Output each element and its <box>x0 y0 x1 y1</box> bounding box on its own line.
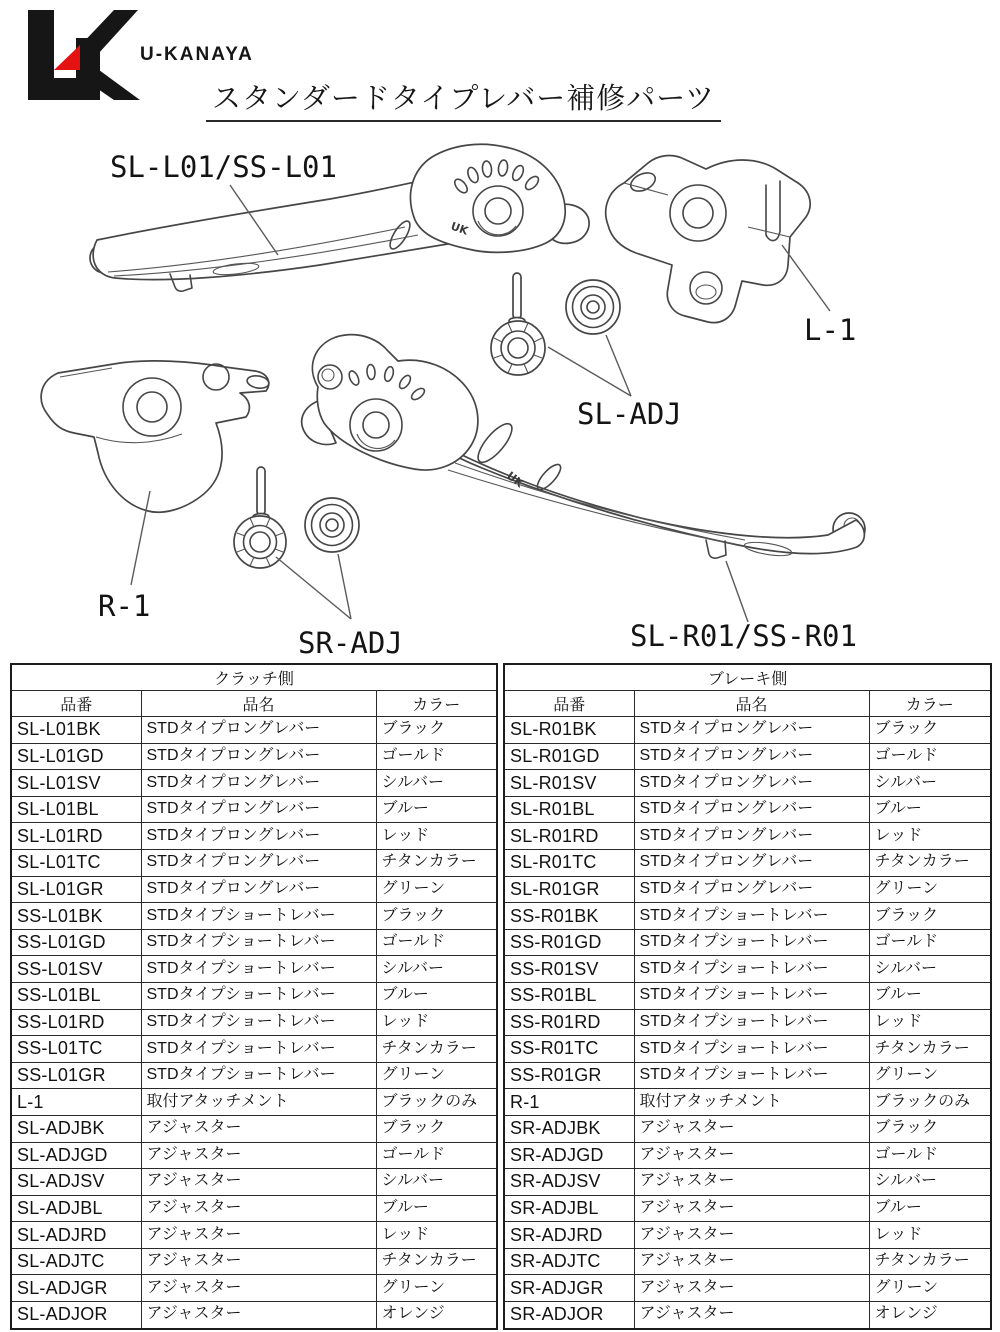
part-name-cell: STDタイプショートレバー <box>141 1036 376 1063</box>
part-number-cell: L-1 <box>11 1089 141 1116</box>
part-name-cell: STDタイプロングレバー <box>634 770 869 797</box>
part-name-cell: STDタイプショートレバー <box>141 956 376 983</box>
color-cell: ブラック <box>869 717 991 744</box>
color-cell: ゴールド <box>869 1142 991 1169</box>
color-cell: ブルー <box>376 982 497 1009</box>
color-cell: チタンカラー <box>869 849 991 876</box>
table-row <box>504 1062 991 1089</box>
table-row <box>504 956 991 983</box>
label-right-adjuster: SR-ADJ <box>298 626 403 660</box>
part-number-cell: SL-ADJGD <box>11 1142 141 1169</box>
part-number-cell: SL-R01BK <box>504 717 634 744</box>
color-cell: シルバー <box>869 770 991 797</box>
color-cell: グリーン <box>376 1275 497 1302</box>
color-cell: ブラック <box>869 1115 991 1142</box>
table-row <box>504 1222 991 1249</box>
part-number-cell: SS-R01BL <box>504 982 634 1009</box>
part-number-cell: SL-ADJTC <box>11 1248 141 1275</box>
color-cell: ブラックのみ <box>869 1089 991 1116</box>
color-cell: チタンカラー <box>376 849 497 876</box>
table-row <box>11 1142 497 1169</box>
u-kanaya-logo-icon <box>22 8 147 104</box>
part-number-cell: SR-ADJRD <box>504 1222 634 1249</box>
color-cell: ブルー <box>869 982 991 1009</box>
part-number-cell: SL-L01SV <box>11 770 141 797</box>
table-row <box>504 770 991 797</box>
table-row <box>11 1169 497 1196</box>
col-header-part-number: 品番 <box>504 691 634 717</box>
part-number-cell: SS-R01BK <box>504 903 634 930</box>
label-left-bracket: L-1 <box>804 313 857 347</box>
part-number-cell: SL-L01RD <box>11 823 141 850</box>
part-name-cell: 取付アタッチメント <box>634 1089 869 1116</box>
part-name-cell: STDタイプショートレバー <box>141 1062 376 1089</box>
col-header-part-number: 品番 <box>11 691 141 717</box>
part-number-cell: SL-ADJRD <box>11 1222 141 1249</box>
right-adjuster-drawing <box>234 467 359 568</box>
table-row <box>11 1195 497 1222</box>
part-name-cell: STDタイプショートレバー <box>141 929 376 956</box>
part-number-cell: SS-R01TC <box>504 1036 634 1063</box>
table-row <box>504 982 991 1009</box>
part-number-cell: SS-L01SV <box>11 956 141 983</box>
table-row <box>504 1275 991 1302</box>
left-adjuster-drawing <box>491 273 620 375</box>
color-cell: レッド <box>869 1222 991 1249</box>
table-row <box>504 1142 991 1169</box>
part-number-cell: SL-L01BL <box>11 796 141 823</box>
table-title-brake: ブレーキ側 <box>504 664 991 691</box>
color-cell: ブルー <box>376 796 497 823</box>
part-name-cell: アジャスター <box>634 1142 869 1169</box>
part-name-cell: STDタイプロングレバー <box>634 876 869 903</box>
color-cell: チタンカラー <box>869 1248 991 1275</box>
col-header-color: カラー <box>869 691 991 717</box>
col-header-part-name: 品名 <box>141 691 376 717</box>
color-cell: シルバー <box>376 1169 497 1196</box>
page-title: スタンダードタイプレバー補修パーツ <box>206 76 721 122</box>
part-number-cell: SL-L01GD <box>11 743 141 770</box>
color-cell: ゴールド <box>376 929 497 956</box>
table-row <box>11 1248 497 1275</box>
part-name-cell: アジャスター <box>141 1142 376 1169</box>
col-header-part-name: 品名 <box>634 691 869 717</box>
part-number-cell: SL-R01BL <box>504 796 634 823</box>
part-name-cell: STDタイプロングレバー <box>634 796 869 823</box>
table-row <box>11 1222 497 1249</box>
color-cell: グリーン <box>376 1062 497 1089</box>
part-number-cell: SS-R01RD <box>504 1009 634 1036</box>
color-cell: ゴールド <box>869 743 991 770</box>
brake-parts-table <box>503 663 992 1330</box>
part-name-cell: アジャスター <box>634 1222 869 1249</box>
part-number-cell: R-1 <box>504 1089 634 1116</box>
table-row <box>11 1089 497 1116</box>
part-number-cell: SR-ADJTC <box>504 1248 634 1275</box>
part-name-cell: アジャスター <box>634 1302 869 1329</box>
part-number-cell: SR-ADJGR <box>504 1275 634 1302</box>
part-name-cell: STDタイプロングレバー <box>141 743 376 770</box>
table-row <box>504 1248 991 1275</box>
part-name-cell: STDタイプロングレバー <box>634 849 869 876</box>
logo-k-upper-arm <box>76 10 138 54</box>
part-number-cell: SS-L01TC <box>11 1036 141 1063</box>
part-name-cell: STDタイプショートレバー <box>634 903 869 930</box>
part-name-cell: STDタイプロングレバー <box>141 796 376 823</box>
color-cell: オレンジ <box>869 1302 991 1329</box>
part-number-cell: SR-ADJBL <box>504 1195 634 1222</box>
part-name-cell: STDタイプショートレバー <box>634 1036 869 1063</box>
part-number-cell: SL-L01TC <box>11 849 141 876</box>
table-row <box>504 1115 991 1142</box>
table-row <box>504 717 991 744</box>
part-name-cell: STDタイプロングレバー <box>141 876 376 903</box>
table-row <box>504 743 991 770</box>
color-cell: グリーン <box>869 1275 991 1302</box>
color-cell: ブラック <box>376 903 497 930</box>
part-name-cell: アジャスター <box>141 1222 376 1249</box>
color-cell: シルバー <box>869 956 991 983</box>
part-name-cell: STDタイプショートレバー <box>141 1009 376 1036</box>
part-number-cell: SS-L01RD <box>11 1009 141 1036</box>
color-cell: オレンジ <box>376 1302 497 1329</box>
table-row <box>11 929 497 956</box>
part-number-cell: SL-ADJGR <box>11 1275 141 1302</box>
part-number-cell: SL-R01RD <box>504 823 634 850</box>
part-number-cell: SR-ADJOR <box>504 1302 634 1329</box>
color-cell: ブラック <box>376 1115 497 1142</box>
table-row <box>11 1302 497 1329</box>
part-name-cell: STDタイプロングレバー <box>141 823 376 850</box>
part-number-cell: SL-R01GR <box>504 876 634 903</box>
uk-stamp: UK <box>448 219 470 238</box>
part-name-cell: STDタイプロングレバー <box>634 823 869 850</box>
part-number-cell: SL-R01TC <box>504 849 634 876</box>
part-name-cell: アジャスター <box>141 1115 376 1142</box>
color-cell: レッド <box>869 1009 991 1036</box>
table-row <box>504 1169 991 1196</box>
part-name-cell: アジャスター <box>634 1275 869 1302</box>
part-name-cell: STDタイプショートレバー <box>141 903 376 930</box>
table-row <box>504 1302 991 1329</box>
brand-name: U-KANAYA <box>140 44 254 65</box>
table-row <box>504 823 991 850</box>
color-cell: シルバー <box>376 770 497 797</box>
label-left-adjuster: SL-ADJ <box>577 397 682 431</box>
color-cell: ゴールド <box>376 1142 497 1169</box>
table-row <box>504 849 991 876</box>
part-name-cell: STDタイプショートレバー <box>634 956 869 983</box>
part-name-cell: アジャスター <box>634 1115 869 1142</box>
part-name-cell: STDタイプロングレバー <box>141 770 376 797</box>
color-cell: レッド <box>376 1009 497 1036</box>
table-row <box>11 717 497 744</box>
part-name-cell: STDタイプロングレバー <box>141 849 376 876</box>
part-name-cell: アジャスター <box>634 1248 869 1275</box>
part-number-cell: SL-ADJSV <box>11 1169 141 1196</box>
part-number-cell: SS-L01BK <box>11 903 141 930</box>
part-number-cell: SS-R01SV <box>504 956 634 983</box>
part-name-cell: STDタイプショートレバー <box>634 1062 869 1089</box>
color-cell: グリーン <box>869 876 991 903</box>
part-number-cell: SS-L01GR <box>11 1062 141 1089</box>
col-header-color: カラー <box>376 691 497 717</box>
part-name-cell: 取付アタッチメント <box>141 1089 376 1116</box>
table-row <box>11 1062 497 1089</box>
part-number-cell: SL-ADJBL <box>11 1195 141 1222</box>
part-name-cell: アジャスター <box>634 1195 869 1222</box>
color-cell: ブラックのみ <box>376 1089 497 1116</box>
color-cell: チタンカラー <box>376 1248 497 1275</box>
table-row <box>11 1036 497 1063</box>
table-row <box>11 770 497 797</box>
color-cell: グリーン <box>869 1062 991 1089</box>
table-row <box>504 929 991 956</box>
part-name-cell: アジャスター <box>141 1275 376 1302</box>
color-cell: レッド <box>376 823 497 850</box>
part-name-cell: アジャスター <box>634 1169 869 1196</box>
table-row <box>504 903 991 930</box>
color-cell: ブラック <box>376 717 497 744</box>
color-cell: ゴールド <box>376 743 497 770</box>
part-number-cell: SR-ADJBK <box>504 1115 634 1142</box>
left-bracket-drawing <box>606 156 810 323</box>
color-cell: ブルー <box>376 1195 497 1222</box>
color-cell: ブラック <box>869 903 991 930</box>
part-number-cell: SL-L01GR <box>11 876 141 903</box>
color-cell: シルバー <box>376 956 497 983</box>
color-cell: ゴールド <box>869 929 991 956</box>
color-cell: ブルー <box>869 1195 991 1222</box>
part-number-cell: SL-R01SV <box>504 770 634 797</box>
table-row <box>504 1009 991 1036</box>
part-name-cell: STDタイプロングレバー <box>141 717 376 744</box>
part-name-cell: アジャスター <box>141 1169 376 1196</box>
table-row <box>11 956 497 983</box>
color-cell: グリーン <box>376 876 497 903</box>
part-number-cell: SS-L01GD <box>11 929 141 956</box>
part-name-cell: STDタイプショートレバー <box>141 982 376 1009</box>
part-number-cell: SL-R01GD <box>504 743 634 770</box>
part-name-cell: STDタイプロングレバー <box>634 717 869 744</box>
label-right-bracket: R-1 <box>98 589 151 623</box>
table-row <box>504 796 991 823</box>
part-name-cell: アジャスター <box>141 1248 376 1275</box>
table-row <box>11 1275 497 1302</box>
part-name-cell: STDタイプショートレバー <box>634 1009 869 1036</box>
parts-diagram <box>0 125 1000 660</box>
color-cell: レッド <box>376 1222 497 1249</box>
part-number-cell: SS-L01BL <box>11 982 141 1009</box>
part-name-cell: STDタイプロングレバー <box>634 743 869 770</box>
table-row <box>11 903 497 930</box>
part-number-cell: SL-ADJOR <box>11 1302 141 1329</box>
right-bracket-drawing <box>41 361 270 512</box>
part-number-cell: SL-ADJBK <box>11 1115 141 1142</box>
logo-u-left-bar <box>28 10 54 78</box>
table-row <box>504 1036 991 1063</box>
color-cell: ブルー <box>869 796 991 823</box>
part-number-cell: SS-R01GD <box>504 929 634 956</box>
part-name-cell: STDタイプショートレバー <box>634 982 869 1009</box>
color-cell: チタンカラー <box>376 1036 497 1063</box>
color-cell: シルバー <box>869 1169 991 1196</box>
color-cell: レッド <box>869 823 991 850</box>
table-row <box>504 1089 991 1116</box>
part-number-cell: SR-ADJGD <box>504 1142 634 1169</box>
uk-stamp: UK <box>504 469 526 491</box>
table-row <box>11 876 497 903</box>
part-name-cell: アジャスター <box>141 1302 376 1329</box>
table-row <box>11 796 497 823</box>
table-row <box>504 876 991 903</box>
table-title-clutch: クラッチ側 <box>11 664 497 691</box>
color-cell: チタンカラー <box>869 1036 991 1063</box>
clutch-parts-table <box>10 663 498 1330</box>
part-name-cell: アジャスター <box>141 1195 376 1222</box>
part-name-cell: STDタイプショートレバー <box>634 929 869 956</box>
part-number-cell: SL-L01BK <box>11 717 141 744</box>
table-row <box>11 823 497 850</box>
part-number-cell: SR-ADJSV <box>504 1169 634 1196</box>
table-row <box>504 1195 991 1222</box>
label-clutch-lever: SL-L01/SS-L01 <box>110 150 337 184</box>
table-row <box>11 982 497 1009</box>
table-row <box>11 1009 497 1036</box>
label-brake-lever: SL-R01/SS-R01 <box>630 619 857 653</box>
table-row <box>11 743 497 770</box>
table-row <box>11 1115 497 1142</box>
table-row <box>11 849 497 876</box>
part-number-cell: SS-R01GR <box>504 1062 634 1089</box>
